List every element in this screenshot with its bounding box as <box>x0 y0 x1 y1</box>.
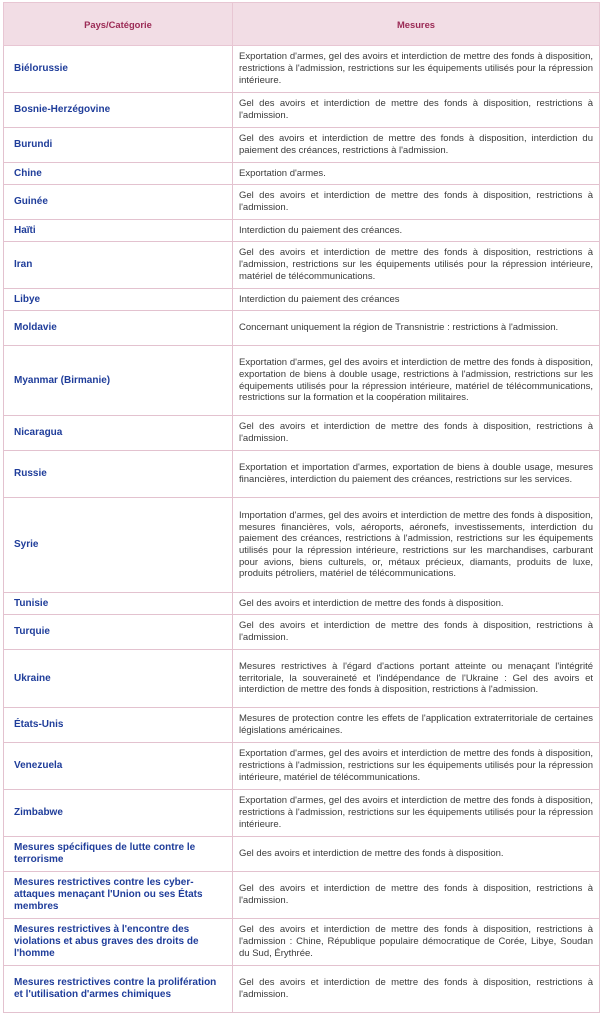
measures-cell: Gel des avoirs et interdiction de mettre des fonds à disposition, interdiction du paiement des créances, restrictions à l'admission. <box>233 128 600 163</box>
table-row <box>4 790 600 837</box>
table-row <box>4 919 600 966</box>
country-cell: Turquie <box>4 615 233 650</box>
measures-cell: Interdiction du paiement des créances <box>233 289 600 311</box>
measures-cell: Exportation et importation d'armes, exportation de biens à double usage, mesures financières, interdiction du paiement des créances, restrictions sur les services. <box>233 451 600 498</box>
country-cell: Tunisie <box>4 593 233 615</box>
table-row <box>4 220 600 242</box>
country-cell: Moldavie <box>4 311 233 346</box>
country-cell: Libye <box>4 289 233 311</box>
table-row <box>4 966 600 1013</box>
table-row <box>4 498 600 593</box>
table-row <box>4 185 600 220</box>
country-cell: Mesures restrictives à l'encontre des violations et abus graves des droits de l'homme <box>4 919 233 966</box>
table-row <box>4 311 600 346</box>
country-cell: Mesures spécifiques de lutte contre le terrorisme <box>4 837 233 872</box>
measures-cell: Concernant uniquement la région de Transnistrie : restrictions à l'admission. <box>233 311 600 346</box>
country-cell: Russie <box>4 451 233 498</box>
measures-cell: Gel des avoirs et interdiction de mettre des fonds à disposition, restrictions à l'admission. <box>233 93 600 128</box>
measures-cell: Mesures restrictives à l'égard d'actions portant atteinte ou menaçant l'intégrité territoriale, la souveraineté et l'indépendance de l'Ukraine : Gel des avoirs et interdiction de mettre des fonds à disposition, restrictions à l'admission. <box>233 650 600 708</box>
table-row <box>4 451 600 498</box>
table-row <box>4 163 600 185</box>
country-cell: Myanmar (Birmanie) <box>4 346 233 416</box>
country-cell: États-Unis <box>4 708 233 743</box>
table-row <box>4 416 600 451</box>
country-cell: Burundi <box>4 128 233 163</box>
measures-cell: Importation d'armes, gel des avoirs et interdiction de mettre des fonds à disposition, mesures financières, vols, aéroports, aéronefs, investissements, interdiction du paiement des créances, restrictions à l'admission, restrictions sur les équipements utilisés pour la répression intérieure, restrictions sur les marchandises, carburant pour avions, biens culturels, or, métaux précieux, diamants, produits de luxe, produits pétroliers, matériel de télécommunications. <box>233 498 600 593</box>
table-row <box>4 743 600 790</box>
country-cell: Zimbabwe <box>4 790 233 837</box>
table-row <box>4 708 600 743</box>
country-cell: Syrie <box>4 498 233 593</box>
table-row <box>4 242 600 289</box>
table-row <box>4 615 600 650</box>
table-row <box>4 872 600 919</box>
table-row <box>4 346 600 416</box>
measures-cell: Gel des avoirs et interdiction de mettre des fonds à disposition, restrictions à l'admission. <box>233 615 600 650</box>
country-cell: Bosnie-Herzégovine <box>4 93 233 128</box>
measures-cell: Gel des avoirs et interdiction de mettre des fonds à disposition, restrictions à l'admission. <box>233 416 600 451</box>
measures-cell: Exportation d'armes, gel des avoirs et interdiction de mettre des fonds à disposition, restrictions à l'admission, restrictions sur les équipements utilisés pour la répression intérieure. <box>233 790 600 837</box>
table-header-row <box>4 3 600 46</box>
table-row <box>4 289 600 311</box>
measures-cell: Mesures de protection contre les effets de l'application extraterritoriale de certaines législations américaines. <box>233 708 600 743</box>
table-row <box>4 128 600 163</box>
country-cell: Chine <box>4 163 233 185</box>
column-header-measures: Mesures <box>233 3 600 46</box>
measures-cell: Gel des avoirs et interdiction de mettre des fonds à disposition, restrictions à l'admission. <box>233 185 600 220</box>
table-row <box>4 837 600 872</box>
measures-cell: Gel des avoirs et interdiction de mettre des fonds à disposition. <box>233 837 600 872</box>
country-cell: Guinée <box>4 185 233 220</box>
country-cell: Iran <box>4 242 233 289</box>
measures-cell: Exportation d'armes, gel des avoirs et interdiction de mettre des fonds à disposition, restrictions à l'admission, restrictions sur les équipements utilisés pour la répression intérieure, matériel de télécommunications. <box>233 743 600 790</box>
measures-cell: Gel des avoirs et interdiction de mettre des fonds à disposition. <box>233 593 600 615</box>
measures-cell: Interdiction du paiement des créances. <box>233 220 600 242</box>
measures-cell: Gel des avoirs et interdiction de mettre des fonds à disposition, restrictions à l'admission. <box>233 872 600 919</box>
measures-cell: Gel des avoirs et interdiction de mettre des fonds à disposition, restrictions à l'admission. <box>233 966 600 1013</box>
column-header-country: Pays/Catégorie <box>4 3 233 46</box>
sanctions-table-container <box>3 2 599 1013</box>
country-cell: Haïti <box>4 220 233 242</box>
country-cell: Biélorussie <box>4 46 233 93</box>
table-row <box>4 593 600 615</box>
country-cell: Venezuela <box>4 743 233 790</box>
measures-cell: Gel des avoirs et interdiction de mettre des fonds à disposition, restrictions à l'admission : Chine, République populaire démocratique de Corée, Libye, Soudan du Sud, Érythrée. <box>233 919 600 966</box>
country-cell: Mesures restrictives contre les cyber-attaques menaçant l'Union ou ses États membres <box>4 872 233 919</box>
measures-cell: Gel des avoirs et interdiction de mettre des fonds à disposition, restrictions à l'admission, restrictions sur les équipements utilisés pour la répression intérieure, matériel de télécommunications. <box>233 242 600 289</box>
country-cell: Mesures restrictives contre la prolifération et l'utilisation d'armes chimiques <box>4 966 233 1013</box>
table-row <box>4 650 600 708</box>
table-row <box>4 46 600 93</box>
country-cell: Nicaragua <box>4 416 233 451</box>
table-row <box>4 93 600 128</box>
country-cell: Ukraine <box>4 650 233 708</box>
measures-cell: Exportation d'armes. <box>233 163 600 185</box>
sanctions-table <box>3 2 600 1013</box>
measures-cell: Exportation d'armes, gel des avoirs et interdiction de mettre des fonds à disposition, exportation de biens à double usage, restrictions à l'admission, restrictions sur les équipements utilisés pour la répression intérieure, matériel de télécommunications, restrictions sur la formation et la coopération militaires. <box>233 346 600 416</box>
measures-cell: Exportation d'armes, gel des avoirs et interdiction de mettre des fonds à disposition, restrictions à l'admission, restrictions sur les équipements utilisés pour la répression intérieure. <box>233 46 600 93</box>
